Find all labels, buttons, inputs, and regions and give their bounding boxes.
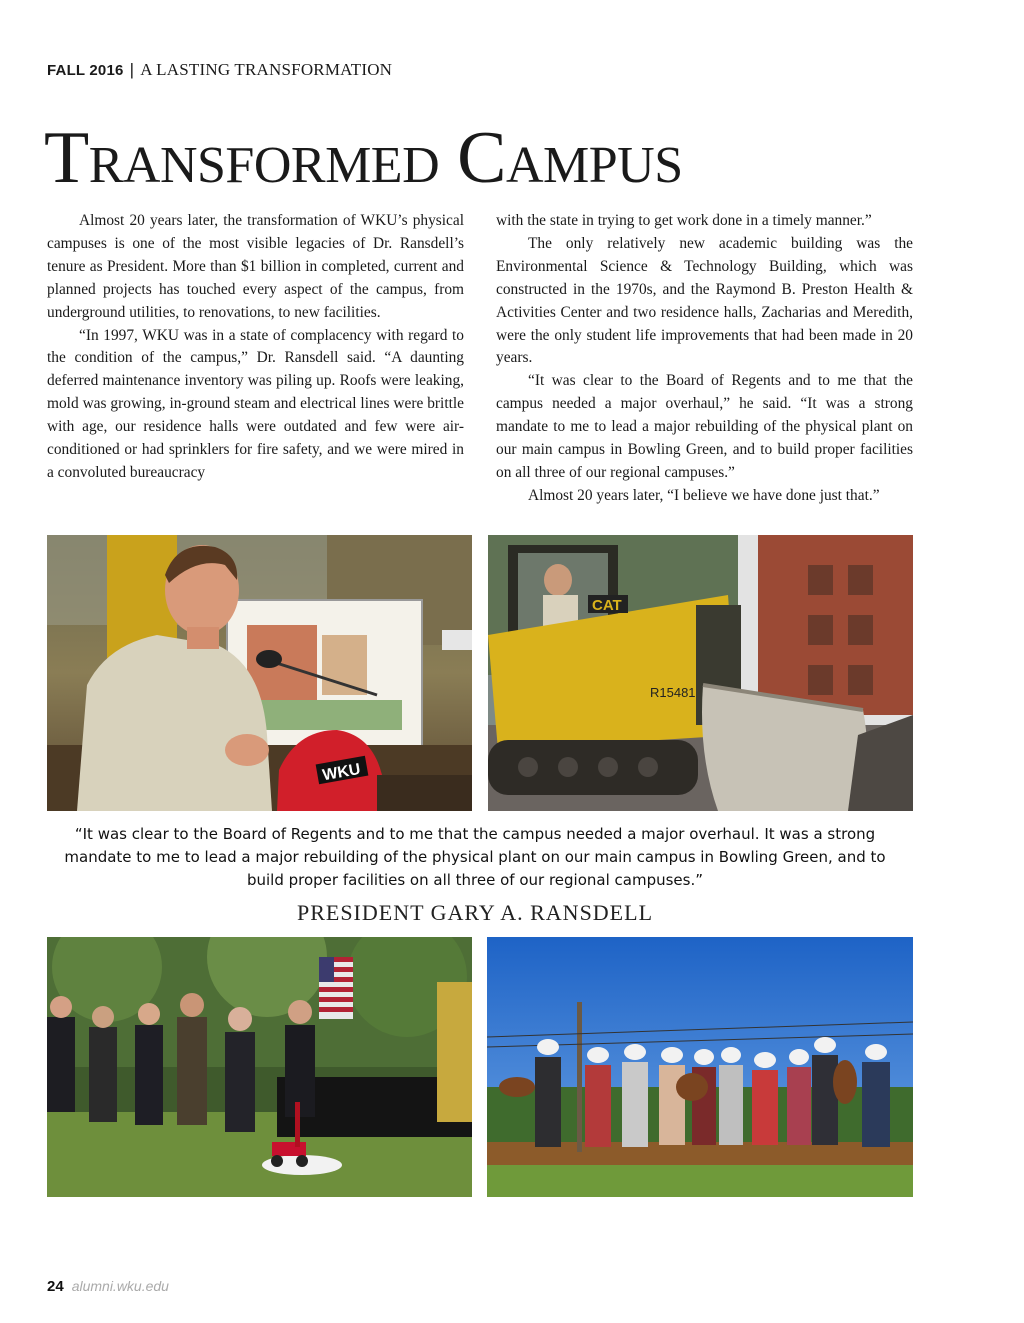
body-paragraph: The only relatively new academic building was the Environmental Science & Technology Building, which was constructed in the 1970s, and the Raymond B. Preston Health & Activities Center and two residence halls, Zacharias and Meredith, were the only student life improvements that had been made in 20 years. <box>496 234 913 367</box>
page-title: Transformed Campus <box>44 117 683 199</box>
photo-bulldozer <box>488 535 913 811</box>
photo-groundbreaking <box>487 937 913 1197</box>
page-footer <box>47 1276 169 1297</box>
body-column-right <box>496 210 913 508</box>
bulldozer-brand-text: CAT <box>592 597 622 614</box>
photo-president-speaking <box>47 535 472 811</box>
body-paragraph: Almost 20 years later, “I believe we have done just that.” <box>528 486 880 504</box>
running-header <box>47 60 392 81</box>
header-separator: | <box>129 60 135 79</box>
footer-website: alumni.wku.edu <box>71 1278 169 1294</box>
quote-attribution: PRESIDENT GARY A. RANSDELL <box>296 900 654 925</box>
body-paragraph: Almost 20 years later, the transformation of WKU’s physical campuses is one of the most visible legacies of Dr. Ransdell’s tenure as President. More than $1 billion in completed, current and planned projects has touched every aspect of the campus, from underground utilities, to renovations, to new facilities. <box>47 212 464 321</box>
helmet-logo-text: WKU <box>321 760 362 785</box>
page-number: 24 <box>47 1278 64 1295</box>
section-label: A LASTING TRANSFORMATION <box>140 60 393 79</box>
pull-quote: “It was clear to the Board of Regents and to me that the campus needed a major overhaul. It was a strong mandate to me to lead a major rebuilding of the physical plant on our main campus in Bowling Green, and to build proper facilities on all three of our regional campuses.” <box>64 825 886 889</box>
photo-ceremony-group <box>47 937 472 1197</box>
body-paragraph: with the state in trying to get work done in a timely manner.” <box>496 212 872 229</box>
body-column-left <box>47 210 464 485</box>
issue-label: FALL 2016 <box>47 62 124 79</box>
bulldozer-unit-number: R15481 <box>650 685 696 700</box>
body-paragraph: “It was clear to the Board of Regents and to me that the campus needed a major overhaul,” he said. “It was a strong mandate to me to lead a major rebuilding of the physical plant on our main campus in Bowling Green, and to build proper facilities on all three of our regional campuses.” <box>496 372 913 481</box>
body-paragraph: “In 1997, WKU was in a state of complacency with regard to the condition of the campus,” Dr. Ransdell said. “A daunting deferred maintenance inventory was piling up. Roofs were leaking, mold was growing, in-ground steam and electrical lines were brittle with age, our residence halls were outdated and few were air-conditioned or had sprinklers for fire safety, and we were mired in a convoluted bureaucracy <box>47 326 464 481</box>
